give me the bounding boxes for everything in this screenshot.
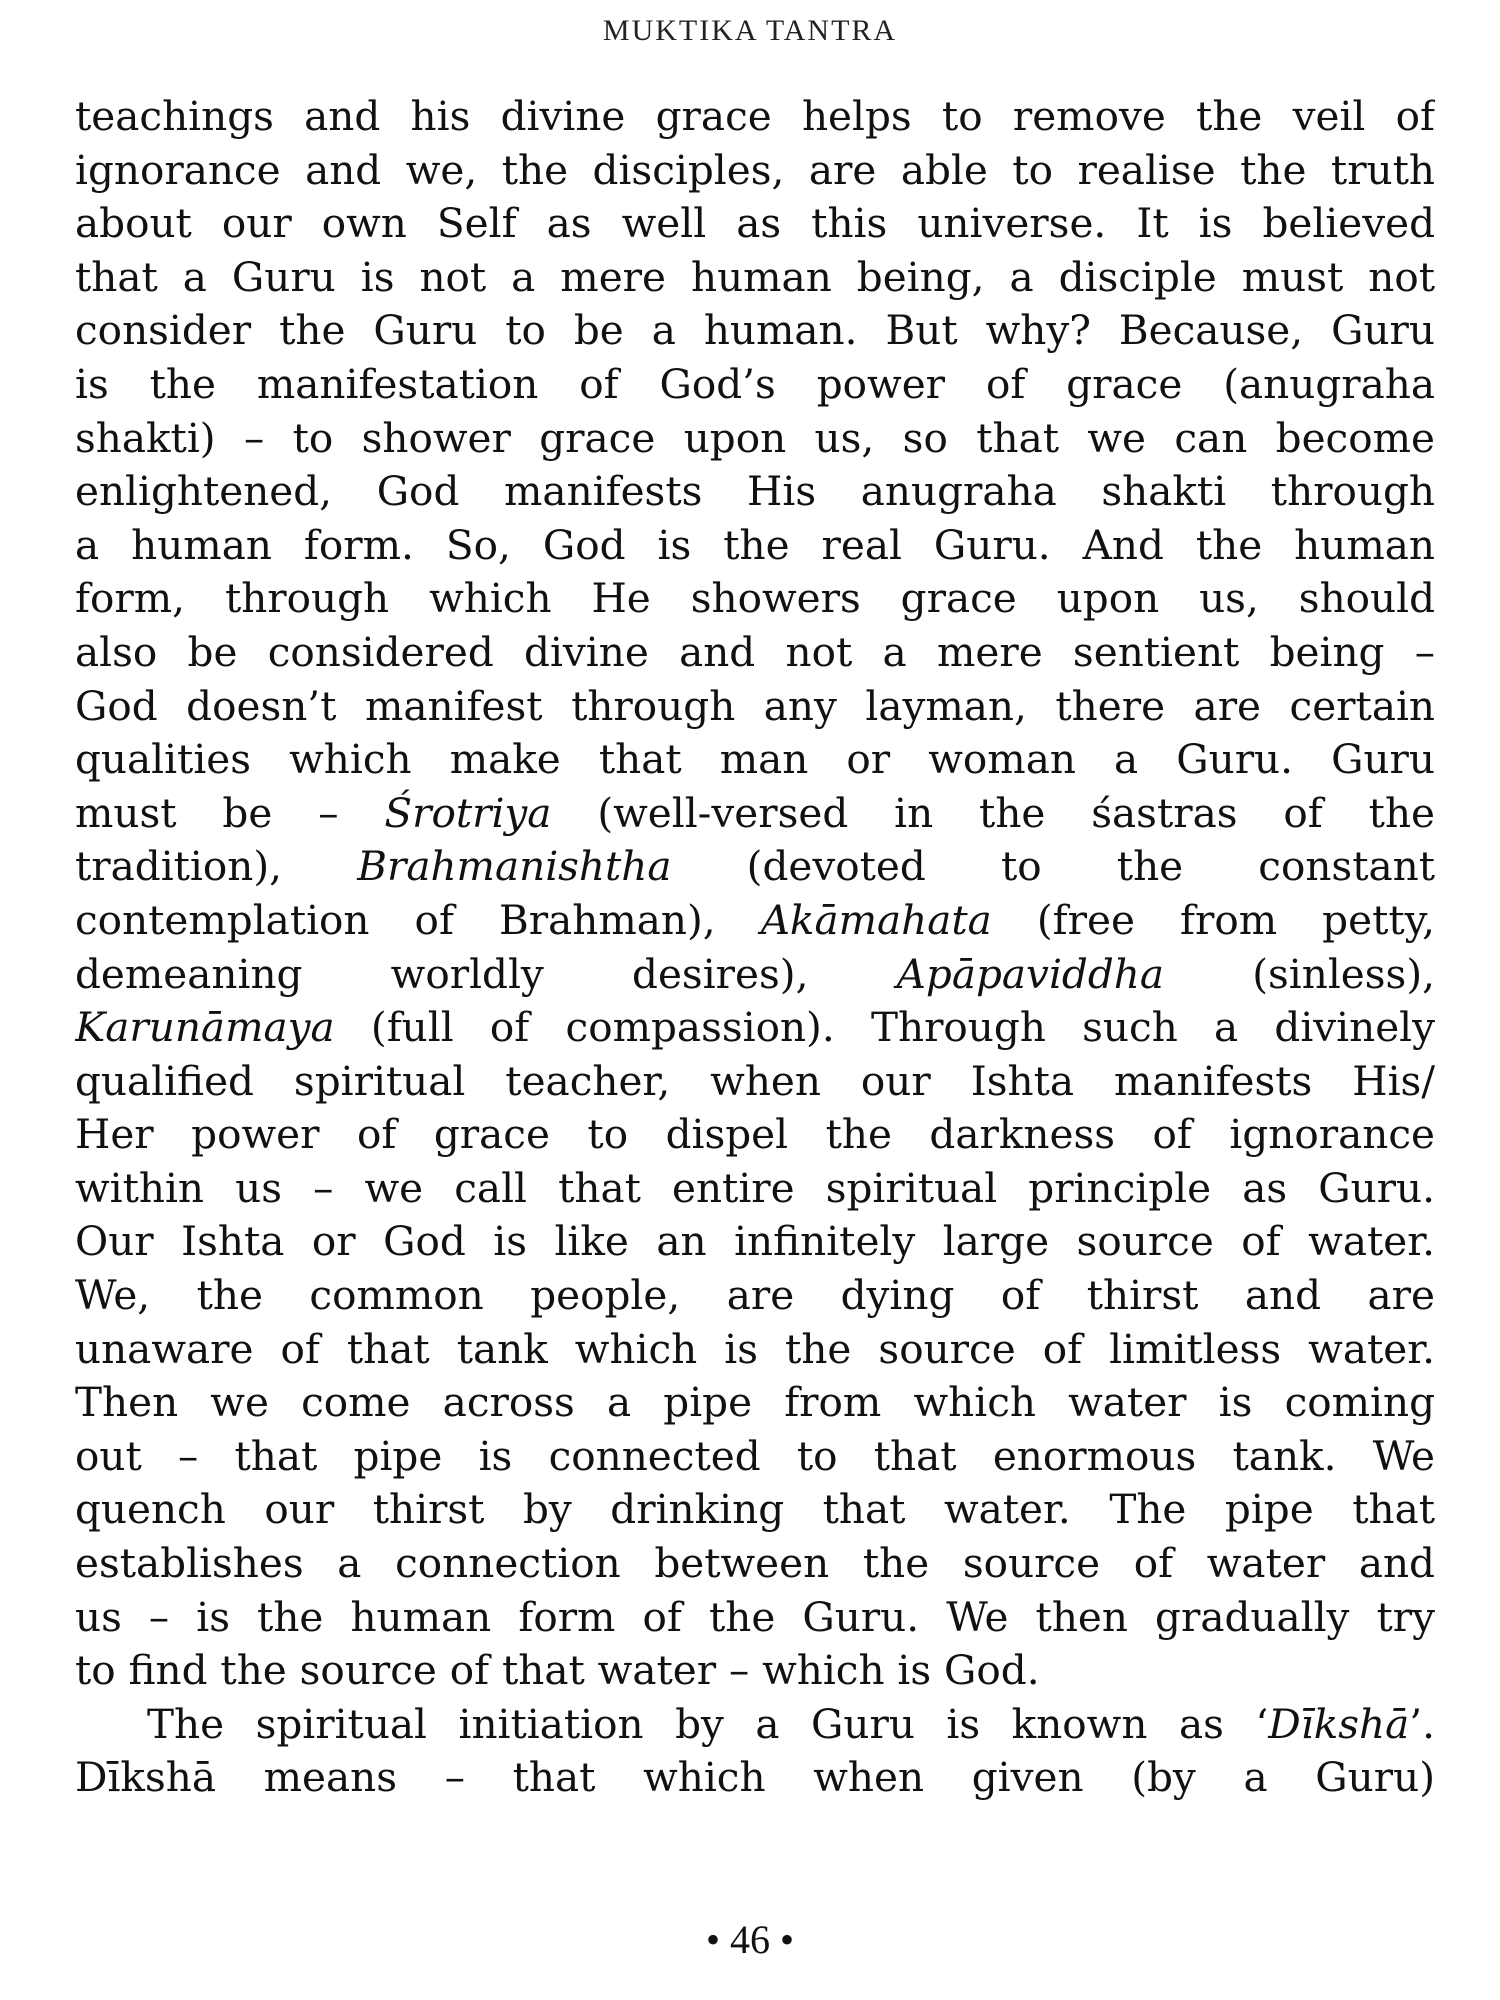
text-line (75, 572, 1435, 626)
text-run: tradition), (75, 842, 358, 891)
text-run: must be – (75, 788, 385, 837)
text-line (75, 1162, 1435, 1216)
italic-term: Apāpaviddha (896, 949, 1164, 998)
text-run: We, the common people, are dying of thirst and are (75, 1271, 1435, 1320)
text-line (75, 948, 1435, 1002)
text-run: qualities which make that man or woman a Guru. Guru (75, 735, 1435, 784)
text-run: (free from petty, (991, 895, 1435, 944)
text-run: establishes a connection between the source of water and (75, 1539, 1435, 1588)
text-run: teachings and his divine grace helps to remove the veil of (75, 92, 1435, 140)
text-run: Our Ishta or God is like an infinitely large source of water. (75, 1217, 1435, 1266)
text-run: ’. (1409, 1699, 1435, 1748)
italic-term: Karunāmaya (75, 1003, 335, 1052)
text-line (75, 787, 1435, 841)
body-text (75, 90, 1435, 1805)
text-run: ignorance and we, the disciples, are able to realise the truth (75, 145, 1435, 194)
text-line (75, 304, 1435, 358)
text-line (75, 1644, 1435, 1698)
text-run: shakti) – to shower grace upon us, so that we can become (75, 413, 1435, 462)
text-line (75, 626, 1435, 680)
text-line (75, 197, 1435, 251)
text-run: (sinless), (1163, 949, 1435, 998)
italic-term: Akāmahata (760, 895, 992, 944)
text-run: (full of compassion). Through such a divinely (334, 1003, 1435, 1052)
text-run: within us – we call that entire spiritual principle as Guru. (75, 1163, 1435, 1212)
text-line (75, 519, 1435, 573)
text-line (75, 1376, 1435, 1430)
text-run: Dīkshā means – that which when given (by a Guru) (75, 1753, 1435, 1802)
text-run: about our own Self as well as this universe. It is believed (75, 199, 1435, 248)
text-line (75, 840, 1435, 894)
text-line (75, 251, 1435, 305)
text-run: quench our thirst by drinking that water. The pipe that (75, 1485, 1435, 1534)
text-line (75, 1430, 1435, 1484)
text-run: out – that pipe is connected to that enormous tank. We (75, 1431, 1435, 1480)
text-line (75, 412, 1435, 466)
text-line (75, 1055, 1435, 1109)
text-line (75, 1323, 1435, 1377)
text-run: Her power of grace to dispel the darkness of ignorance (75, 1110, 1435, 1159)
text-run: Then we come across a pipe from which water is coming (75, 1378, 1435, 1427)
italic-term: Brahmanishtha (357, 842, 672, 891)
text-run: unaware of that tank which is the source of limitless water. (75, 1324, 1435, 1373)
text-run: (devoted to the constant (671, 842, 1435, 891)
text-run: enlightened, God manifests His anugraha shakti through (75, 467, 1435, 516)
text-line (75, 680, 1435, 734)
text-line (75, 1269, 1435, 1323)
text-run: that a Guru is not a mere human being, a disciple must not (75, 252, 1435, 301)
text-line (75, 1537, 1435, 1591)
text-line (75, 1001, 1435, 1055)
text-line (75, 1483, 1435, 1537)
text-line (75, 733, 1435, 787)
text-run: qualified spiritual teacher, when our Ishta manifests His/ (75, 1056, 1435, 1105)
text-run: God doesn’t manifest through any layman, there are certain (75, 681, 1435, 730)
text-line (75, 1591, 1435, 1645)
text-run: to find the source of that water – which is God. (75, 1646, 1040, 1695)
text-run: a human form. So, God is the real Guru. And the human (75, 520, 1435, 569)
text-line (75, 358, 1435, 412)
text-run: The spiritual initiation by a Guru is known as ‘ (147, 1699, 1269, 1748)
text-line (75, 465, 1435, 519)
text-line (75, 1698, 1435, 1752)
italic-term: Śrotriya (384, 788, 552, 837)
text-run: (well-versed in the śastras of the (551, 788, 1435, 837)
text-line (75, 144, 1435, 198)
text-run: is the manifestation of God’s power of grace (anugraha (75, 359, 1435, 408)
text-line (75, 1751, 1435, 1805)
text-run: consider the Guru to be a human. But why? Because, Guru (75, 306, 1435, 355)
text-line (75, 1215, 1435, 1269)
running-header: MUKTIKA TANTRA (602, 14, 898, 47)
text-run: demeaning worldly desires), (75, 949, 897, 998)
text-run: contemplation of Brahman), (75, 895, 761, 944)
text-line (75, 894, 1435, 948)
page-number: • 46 • (705, 1917, 794, 1962)
text-line (75, 90, 1435, 144)
text-run: form, through which He showers grace upon us, should (75, 574, 1435, 623)
italic-term: Dīkshā (1268, 1699, 1410, 1748)
text-run: us – is the human form of the Guru. We then gradually try (75, 1592, 1435, 1641)
text-line (75, 1108, 1435, 1162)
text-run: also be considered divine and not a mere sentient being – (75, 627, 1435, 676)
